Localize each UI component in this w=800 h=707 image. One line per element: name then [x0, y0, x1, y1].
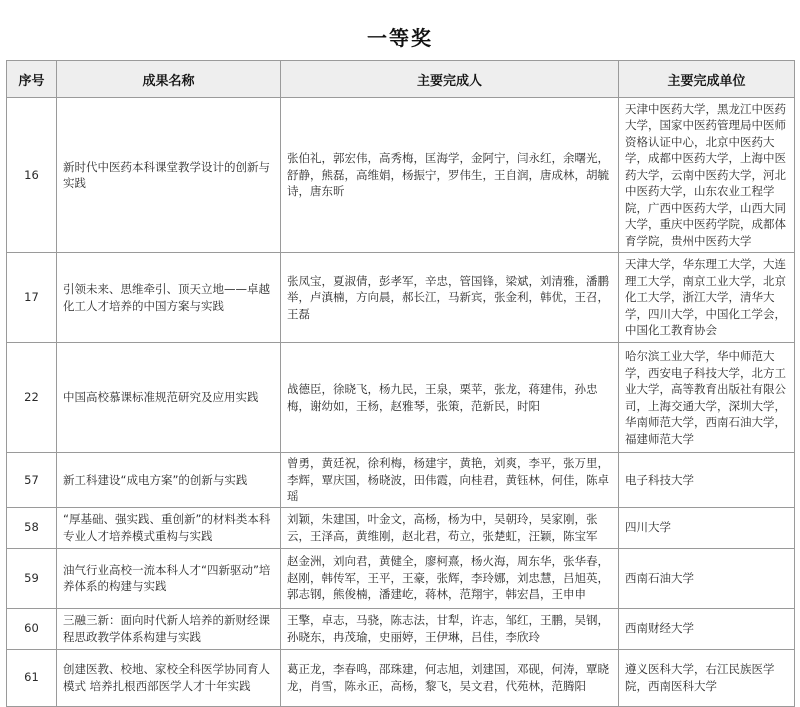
- main-units: 电子科技大学: [619, 453, 795, 508]
- row-number: 22: [7, 343, 57, 453]
- main-contributors: 张凤宝，夏淑倩，彭孝军，辛忠，管国锋，梁斌，刘清雅，潘鹏举，卢滇楠，方向晨，郝长江，马新宾，张金利，韩优，王召，王磊: [281, 253, 619, 343]
- page-title: 一等奖: [367, 26, 433, 50]
- main-units: 西南财经大学: [619, 608, 795, 649]
- main-units: 天津中医药大学，黑龙江中医药大学，国家中医药管理局中医师资格认证中心，北京中医药大学，成都中医药大学，上海中医药大学，云南中医药大学，河北中医药大学，山东农业工程学院，广西中医药大学，山西大同大学，重庆中医药学院，成都体育学院，贵州中医药大学: [619, 98, 795, 253]
- main-contributors: 王擎，卓志，马骁，陈志法，甘犁，许志，邹红，王鹏，吴钢，孙晓东，冉茂瑜，史丽婷，王伊琳，吕佳，李欣玲: [281, 608, 619, 649]
- main-contributors: 刘颖，朱建国，叶金文，高杨，杨为中，吴朝玲，吴家刚，张云，王泽高，黄维刚，赵北君，苟立，张楚虹，汪颖，陈宝军: [281, 507, 619, 548]
- main-units: 西南石油大学: [619, 548, 795, 608]
- header-name: 成果名称: [57, 61, 281, 98]
- table-row: [7, 608, 795, 649]
- achievement-name: 新工科建设“成电方案”的创新与实践: [57, 453, 281, 508]
- achievement-name: 新时代中医药本科课堂教学设计的创新与实践: [57, 98, 281, 253]
- main-contributors: 张伯礼，郭宏伟，高秀梅，匡海学，金阿宁，闫永红，余曙光，舒静，熊磊，高维娟，杨振宁，罗伟生，王自润，唐成林，胡毓诗，唐东昕: [281, 98, 619, 253]
- award-table: [6, 60, 795, 707]
- table-row: [7, 453, 795, 508]
- achievement-name: 中国高校慕课标准规范研究及应用实践: [57, 343, 281, 453]
- main-contributors: 曾勇，黄廷祝，徐利梅，杨建宇，黄艳，刘爽，李平，张万里，李辉，覃庆国，杨晓波，田伟霞，向桂君，黄钰林，何佳，陈卓瑶: [281, 453, 619, 508]
- row-number: 58: [7, 507, 57, 548]
- main-units: 四川大学: [619, 507, 795, 548]
- table-row: [7, 343, 795, 453]
- row-number: 61: [7, 649, 57, 706]
- achievement-name: 三融三新：面向时代新人培养的新财经课程思政教学体系构建与实践: [57, 608, 281, 649]
- row-number: 17: [7, 253, 57, 343]
- table-row: [7, 507, 795, 548]
- achievement-name: 引领未来、思维牵引、顶天立地——卓越化工人才培养的中国方案与实践: [57, 253, 281, 343]
- table-row: [7, 98, 795, 253]
- achievement-name: “厚基础、强实践、重创新”的材料类本科专业人才培养模式重构与实践: [57, 507, 281, 548]
- achievement-name: 油气行业高校一流本科人才“四新驱动”培养体系的构建与实践: [57, 548, 281, 608]
- row-number: 16: [7, 98, 57, 253]
- row-number: 57: [7, 453, 57, 508]
- main-units: 天津大学，华东理工大学，大连理工大学，南京工业大学，北京化工大学，浙江大学，清华大学，四川大学，中国化工学会，中国化工教育协会: [619, 253, 795, 343]
- main-units: 遵义医科大学，右江民族医学院，西南医科大学: [619, 649, 795, 706]
- main-contributors: 赵金洲，刘向君，黄健全，廖柯熹，杨火海，周东华，张华春，赵刚，韩传军，王平，王豪，张辉，李玲娜，刘忠慧，吕旭英，郭志钢，熊俊楠，潘建屹，蒋林，范翔宇，韩宏昌，王申申: [281, 548, 619, 608]
- table-row: [7, 649, 795, 706]
- table-header-row: [7, 61, 795, 98]
- main-units: 哈尔滨工业大学，华中师范大学，西安电子科技大学，北方工业大学，高等教育出版社有限公司，上海交通大学，深圳大学，华南师范大学，西南石油大学，福建师范大学: [619, 343, 795, 453]
- table-row: [7, 548, 795, 608]
- main-contributors: 战德臣，徐晓飞，杨九民，王泉，栗苹，张龙，蒋建伟，孙忠梅，谢幼如，王杨，赵雅琴，张策，范新民，时阳: [281, 343, 619, 453]
- main-contributors: 葛正龙，李春鸣，邵珠建，何志旭，刘建国，邓砚，何涛，覃晓龙，肖雪，陈永正，高杨，黎飞，吴文君，代苑林，范腾阳: [281, 649, 619, 706]
- header-units: 主要完成单位: [619, 61, 795, 98]
- table-row: [7, 253, 795, 343]
- row-number: 60: [7, 608, 57, 649]
- header-no: 序号: [7, 61, 57, 98]
- achievement-name: 创建医教、校地、家校全科医学协同育人模式 培养扎根西部医学人才十年实践: [57, 649, 281, 706]
- header-people: 主要完成人: [281, 61, 619, 98]
- row-number: 59: [7, 548, 57, 608]
